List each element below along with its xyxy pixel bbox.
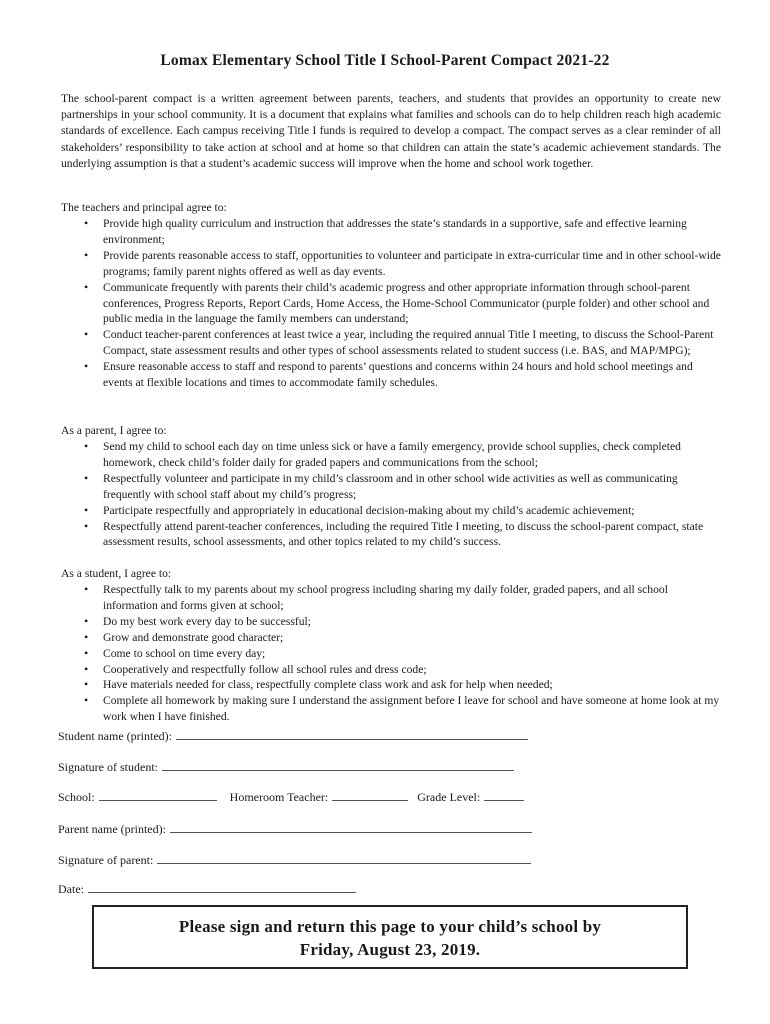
homeroom-teacher-field[interactable] [332,788,408,801]
list-item: • Cooperatively and respectfully follow all school rules and dress code; [61,662,721,678]
list-item: • Complete all homework by making sure I understand the assignment before I leave for school and have someone at home look at my work when I have finished. [61,693,721,725]
student-name-row [58,727,528,744]
teachers-list [61,216,721,391]
return-notice-box [92,905,688,969]
return-notice-line-2: Friday, August 23, 2019. [299,940,481,959]
grade-level-field[interactable] [484,788,524,801]
school-label: School: [58,790,95,804]
parent-heading: As a parent, I agree to: [61,424,167,437]
list-item: • Provide parents reasonable access to staff, opportunities to volunteer and participate in extra-curricular time and in other school-wide programs; family parent nights offered as well as day events. [61,248,721,280]
list-item: • Have materials needed for class, respectfully complete class work and ask for help when needed; [61,677,721,693]
parent-signature-label: Signature of parent: [58,853,154,867]
list-item: • Communicate frequently with parents their child’s academic progress and other appropriate information through school-parent conferences, Progress Reports, Report Cards, Home Access, the Home-School Communicator (purple folder) and other school and public media in the language the family members can understand; [61,280,721,328]
homeroom-teacher-label: Homeroom Teacher: [229,790,329,804]
intro-paragraph: The school-parent compact is a written agreement between parents, teachers, and students that provides an opportunity to create new partnerships in your school community. It is a document that explains what families and schools can do to help children reach high academic standards of excellence. Each campus receiving Title I funds is required to develop a compact. The compact serves as a clear reminder of all stakeholders’ responsibility to take action at school and at home so that children can attain the state’s academic achievement standards. The underlying assumption is that a student’s academic success will improve when the home and school work together. [61,92,721,170]
student-list [61,582,721,725]
date-row [58,880,356,897]
student-heading: As a student, I agree to: [61,567,172,580]
list-item: • Respectfully talk to my parents about my school progress including sharing my daily folder, graded papers, and all school information and forms given at school; [61,582,721,614]
list-item: • Ensure reasonable access to staff and respond to parents’ questions and concerns within 24 hours and hold school meetings and events at flexible locations and times to accommodate family schedules. [61,359,721,391]
date-label: Date: [58,882,84,896]
parent-name-label: Parent name (printed): [58,822,166,836]
list-item: • Send my child to school each day on time unless sick or have a family emergency, provide school supplies, check completed homework, check child’s folder daily for graded papers and communications from the school; [61,439,721,471]
list-item: • Respectfully volunteer and participate in my child’s classroom and in other school wide activities as well as communicating frequently with school staff about my child’s progress; [61,471,721,503]
student-name-field[interactable] [176,727,528,740]
parent-signature-row [58,851,531,868]
school-row [58,788,524,805]
student-signature-row [58,758,514,775]
teachers-heading: The teachers and principal agree to: [61,201,227,214]
parent-name-row [58,820,532,837]
list-item: • Conduct teacher-parent conferences at least twice a year, including the required annual Title I meeting, to discuss the School-Parent Compact, state assessment results and other types of school assessments related to student success (i.e. BAS, and MAP/MPG); [61,327,721,359]
school-field[interactable] [99,788,217,801]
student-signature-field[interactable] [162,758,514,771]
parent-name-field[interactable] [170,820,532,833]
grade-level-label: Grade Level: [417,790,481,804]
list-item: • Provide high quality curriculum and instruction that addresses the state’s standards in a supportive, safe and effective learning environment; [61,216,721,248]
parent-list [61,439,721,550]
page-title: Lomax Elementary School Title I School-Parent Compact 2021-22 [160,52,610,69]
return-notice-line-1: Please sign and return this page to your child’s school by [178,917,602,936]
parent-signature-field[interactable] [157,851,531,864]
student-name-label: Student name (printed): [58,729,172,743]
list-item: • Do my best work every day to be successful; [61,614,721,630]
list-item: • Come to school on time every day; [61,646,721,662]
student-signature-label: Signature of student: [58,760,158,774]
date-field[interactable] [88,880,356,893]
list-item: • Grow and demonstrate good character; [61,630,721,646]
list-item: • Respectfully attend parent-teacher conferences, including the required Title I meeting, to discuss the school-parent compact, state assessment results, school assessments, and other topics related to my child’s success. [61,519,721,551]
list-item: • Participate respectfully and appropriately in educational decision-making about my child’s academic achievement; [61,503,721,519]
